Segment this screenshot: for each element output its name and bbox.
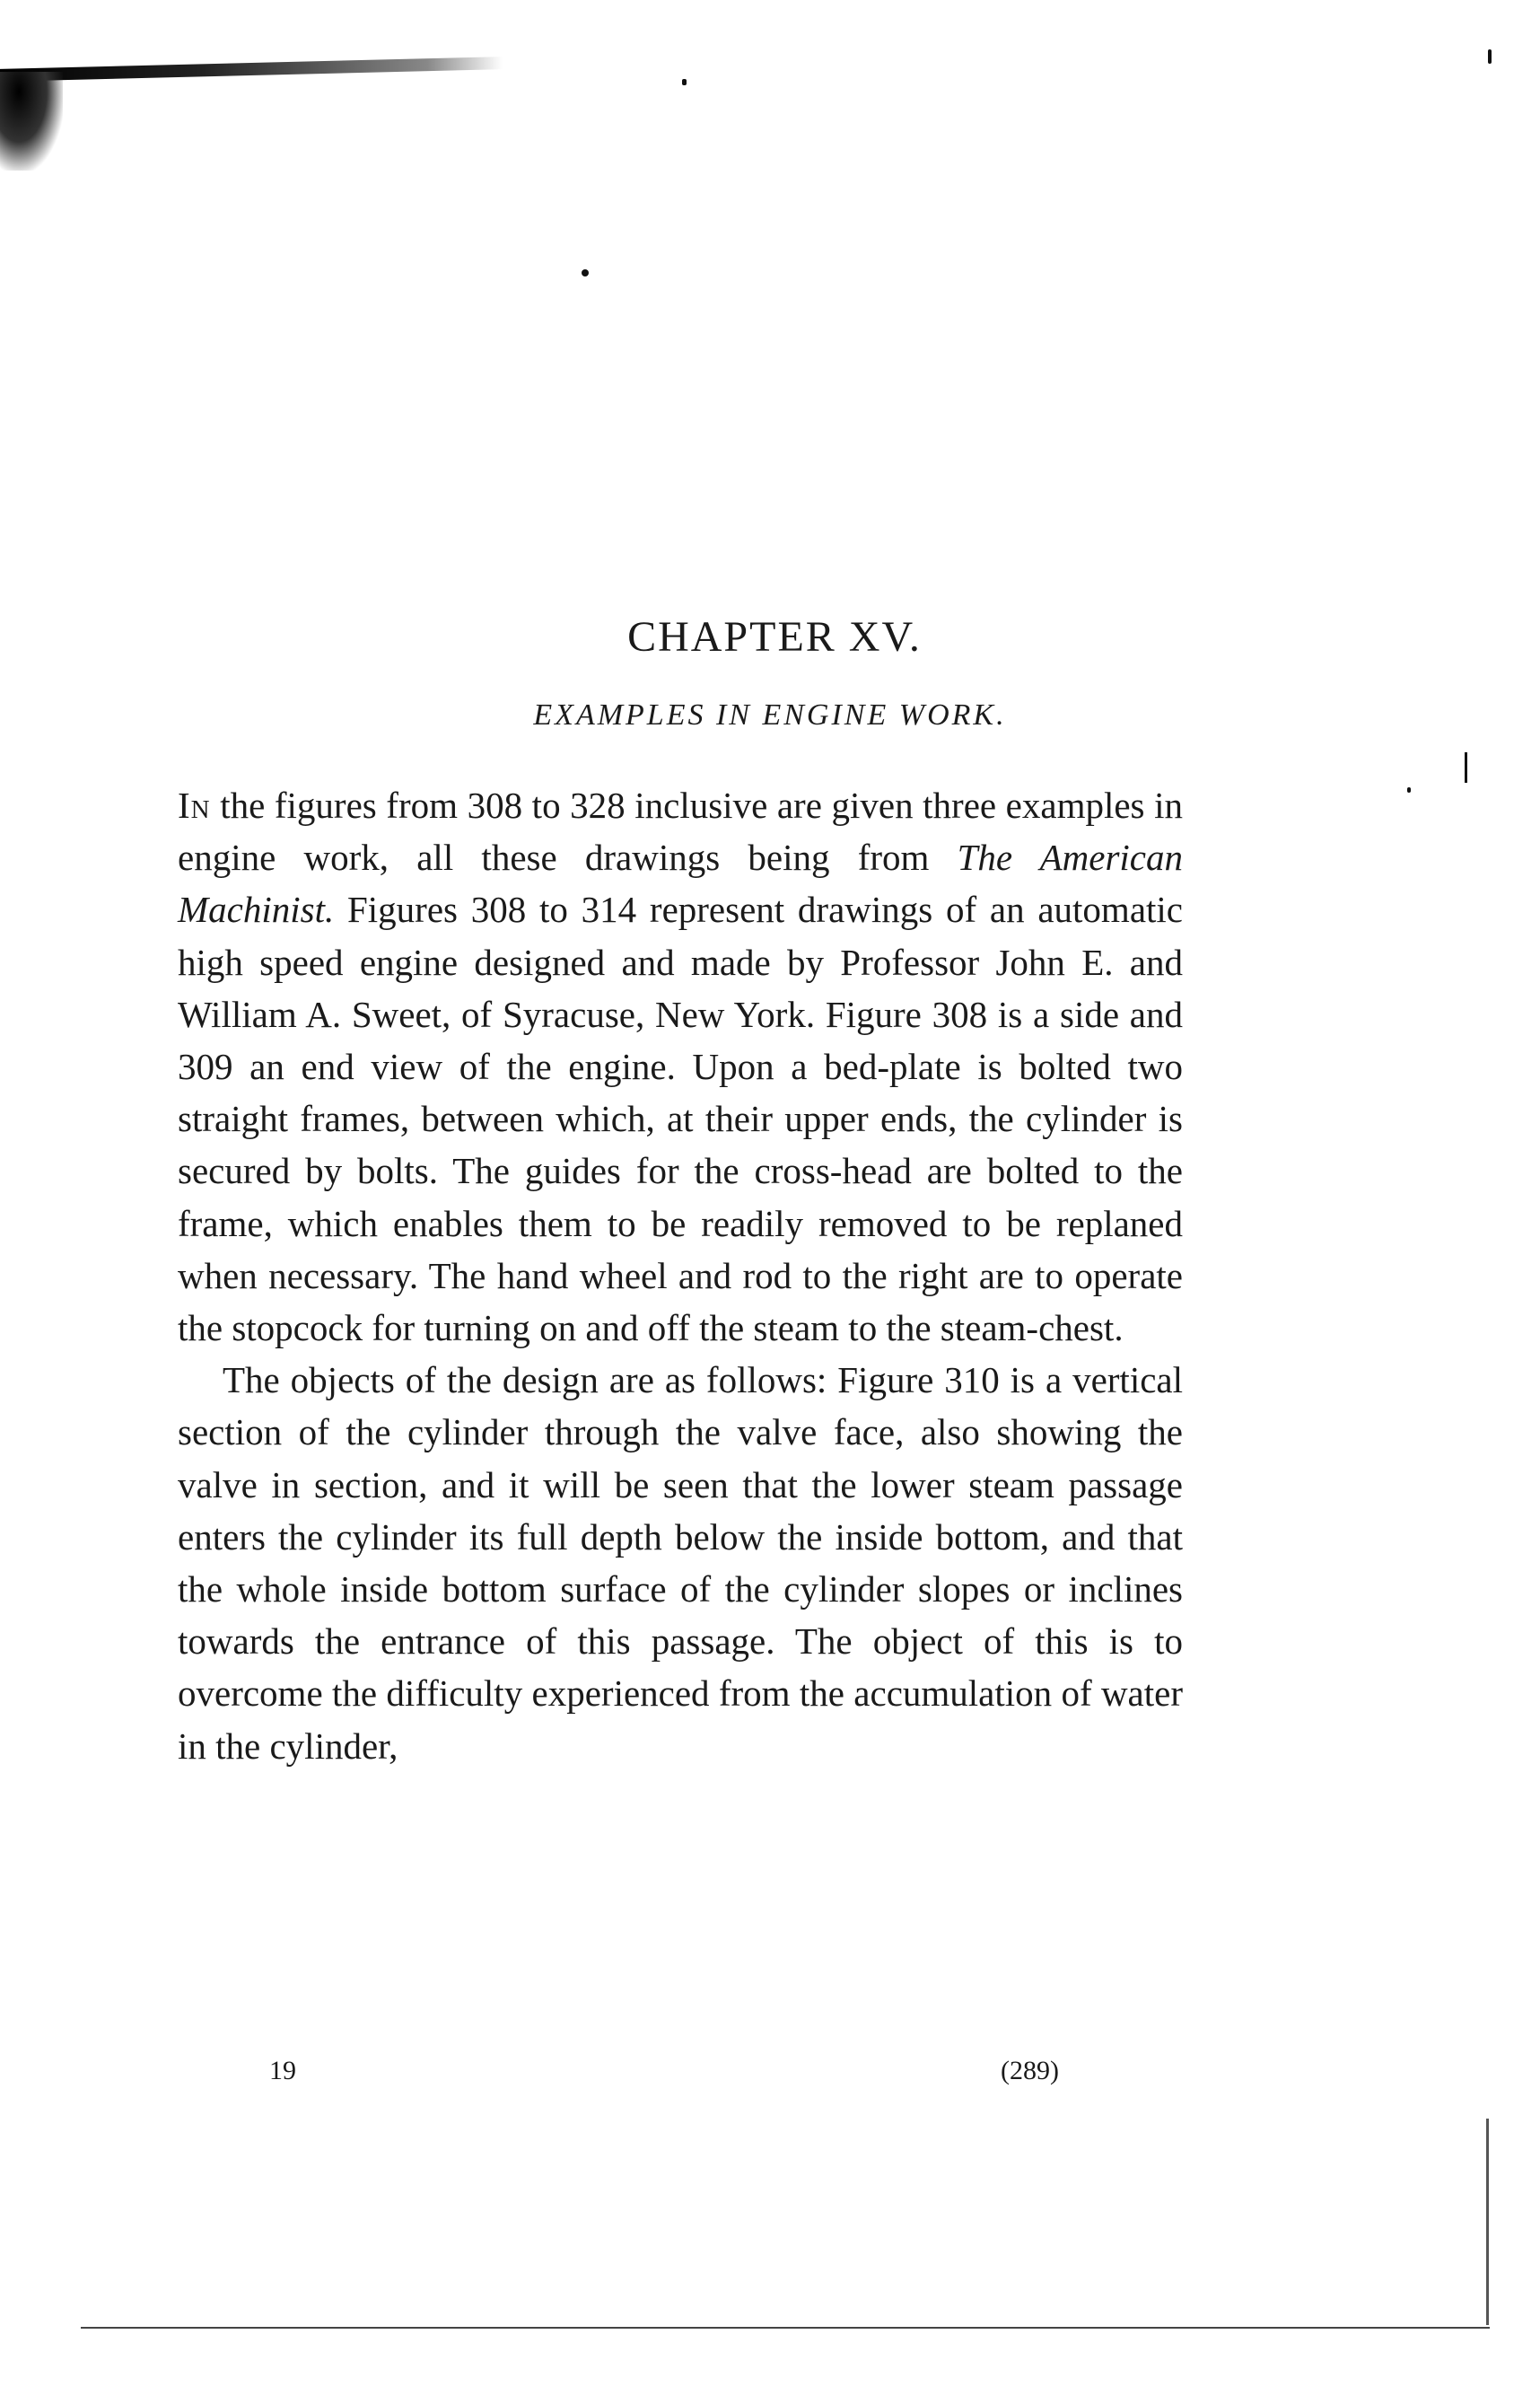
signature-mark: 19 [269, 2056, 296, 2085]
publication-title: The American Machinist. [178, 837, 1183, 931]
scan-edge-mark [1486, 2119, 1489, 2325]
scan-speck [1488, 49, 1492, 64]
page-number: (289) [1001, 2056, 1059, 2085]
paragraph-2: The objects of the design are as follows: Figure 310 is a vertical section of the cylinder through the valve face, also showing the valve in section, and it will be seen that the lower steam passage enters the cylinder its full depth below the inside bottom, and that the whole inside bottom surface of the cylinder slopes or inclines towards the entrance of this passage. The object of this is to overcome the difficulty experienced from the accumulation of water in the cylinder, [178, 1359, 1183, 1767]
paragraph-1-text-a: the figures from 308 to 328 inclusive are given three examples in engine work, all these drawings being from [178, 785, 1183, 879]
paragraph-1 [178, 779, 1183, 1354]
chapter-heading: CHAPTER XV. [627, 613, 922, 661]
chapter-body [178, 779, 1183, 1772]
paragraph-1-text-b: Figures 308 to 314 represent drawings of an automatic high speed engine designed and made by Professor John E. and William A. Sweet, of Syracuse, New York. Figure 308 is a side and 309 an end view of the engine. Upon a bed-plate is bolted two straight frames, between which, at their upper ends, the cylinder is secured by bolts. The guides for the cross-head are bolted to the frame, which enables them to be readily removed to be replaned when necessary. The hand wheel and rod to the right are to operate the stopcock for turning on and off the steam to the steam-chest. [178, 889, 1183, 1349]
scan-edge-mark [1465, 752, 1467, 783]
paragraph-lead-word: In [178, 785, 211, 826]
scan-smudge-top [0, 57, 503, 82]
scan-speck [682, 79, 687, 85]
scan-speck [582, 269, 589, 276]
chapter-subtitle: EXAMPLES IN ENGINE WORK. [533, 698, 1007, 732]
scan-smudge-corner [0, 72, 63, 171]
scan-speck [1407, 787, 1411, 793]
scan-bottom-edge [81, 2327, 1490, 2329]
